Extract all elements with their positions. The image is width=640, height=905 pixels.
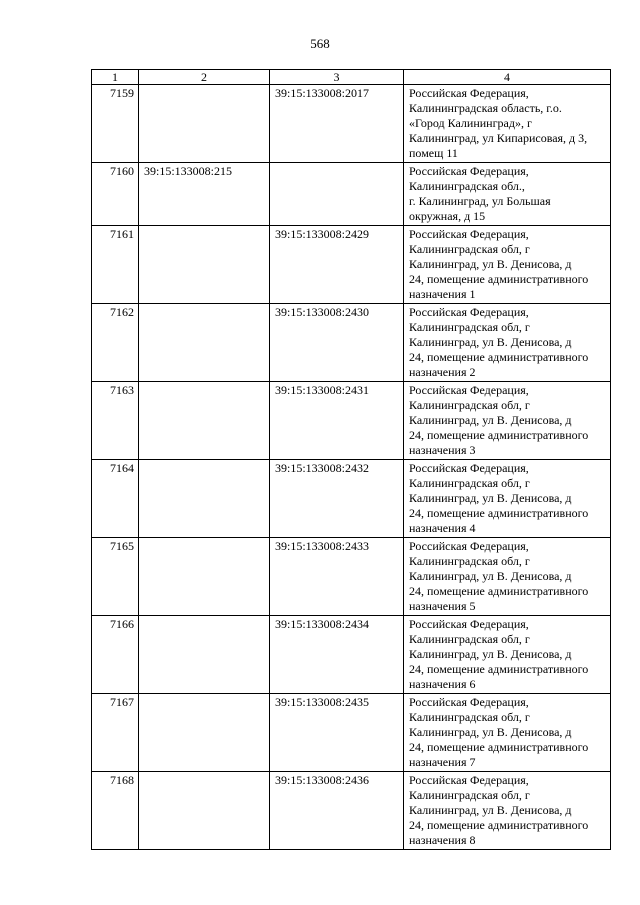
table-header — [92, 70, 611, 85]
row-number: 7162 — [92, 304, 139, 382]
parent-cadastral-number — [139, 85, 270, 163]
row-number: 7166 — [92, 616, 139, 694]
address: Российская Федерация, Калининградская обл, г Калининград, ул В. Денисова, д 24, помещение административного назначения 2 — [404, 304, 611, 382]
parent-cadastral-number — [139, 460, 270, 538]
column-header-4: 4 — [404, 70, 611, 85]
column-header-3: 3 — [270, 70, 404, 85]
cadastral-number: 39:15:133008:2433 — [270, 538, 404, 616]
address: Российская Федерация, Калининградская обл, г Калининград, ул В. Денисова, д 24, помещение административного назначения 3 — [404, 382, 611, 460]
address: Российская Федерация, Калининградская обл, г Калининград, ул В. Денисова, д 24, помещение административного назначения 4 — [404, 460, 611, 538]
table-row — [92, 460, 611, 538]
row-number: 7160 — [92, 163, 139, 226]
row-number: 7161 — [92, 226, 139, 304]
cadastral-number: 39:15:133008:2436 — [270, 772, 404, 850]
column-header-2: 2 — [139, 70, 270, 85]
address: Российская Федерация, Калининградская обл, г Калининград, ул В. Денисова, д 24, помещение административного назначения 7 — [404, 694, 611, 772]
address: Российская Федерация, Калининградская обл, г Калининград, ул В. Денисова, д 24, помещение административного назначения 1 — [404, 226, 611, 304]
table-row — [92, 226, 611, 304]
table-row — [92, 772, 611, 850]
page-number: 568 — [310, 36, 330, 51]
address: Российская Федерация, Калининградская область, г.о. «Город Калининград», г Калининград, ул Кипарисовая, д 3, помещ 11 — [404, 85, 611, 163]
cadastral-number: 39:15:133008:2435 — [270, 694, 404, 772]
cadastral-number: 39:15:133008:2430 — [270, 304, 404, 382]
address: Российская Федерация, Калининградская обл., г. Калининград, ул Большая окружная, д 15 — [404, 163, 611, 226]
header-row — [92, 70, 611, 85]
parent-cadastral-number — [139, 694, 270, 772]
row-number: 7167 — [92, 694, 139, 772]
table-row — [92, 163, 611, 226]
cadastral-number: 39:15:133008:2434 — [270, 616, 404, 694]
table-row — [92, 616, 611, 694]
parent-cadastral-number — [139, 616, 270, 694]
table-row — [92, 382, 611, 460]
parent-cadastral-number — [139, 538, 270, 616]
cadastral-number: 39:15:133008:2431 — [270, 382, 404, 460]
table-row — [92, 694, 611, 772]
address: Российская Федерация, Калининградская обл, г Калининград, ул В. Денисова, д 24, помещение административного назначения 8 — [404, 772, 611, 850]
address: Российская Федерация, Калининградская обл, г Калининград, ул В. Денисова, д 24, помещение административного назначения 6 — [404, 616, 611, 694]
parent-cadastral-number — [139, 226, 270, 304]
parent-cadastral-number — [139, 772, 270, 850]
row-number: 7165 — [92, 538, 139, 616]
table-body — [92, 85, 611, 850]
row-number: 7168 — [92, 772, 139, 850]
registry-table — [91, 69, 611, 850]
cadastral-number: 39:15:133008:2017 — [270, 85, 404, 163]
cadastral-number — [270, 163, 404, 226]
column-header-1: 1 — [92, 70, 139, 85]
table-row — [92, 538, 611, 616]
table-row — [92, 85, 611, 163]
row-number: 7159 — [92, 85, 139, 163]
row-number: 7164 — [92, 460, 139, 538]
parent-cadastral-number — [139, 382, 270, 460]
parent-cadastral-number — [139, 304, 270, 382]
cadastral-number: 39:15:133008:2432 — [270, 460, 404, 538]
cadastral-number: 39:15:133008:2429 — [270, 226, 404, 304]
row-number: 7163 — [92, 382, 139, 460]
table-row — [92, 304, 611, 382]
address: Российская Федерация, Калининградская обл, г Калининград, ул В. Денисова, д 24, помещение административного назначения 5 — [404, 538, 611, 616]
parent-cadastral-number: 39:15:133008:215 — [139, 163, 270, 226]
